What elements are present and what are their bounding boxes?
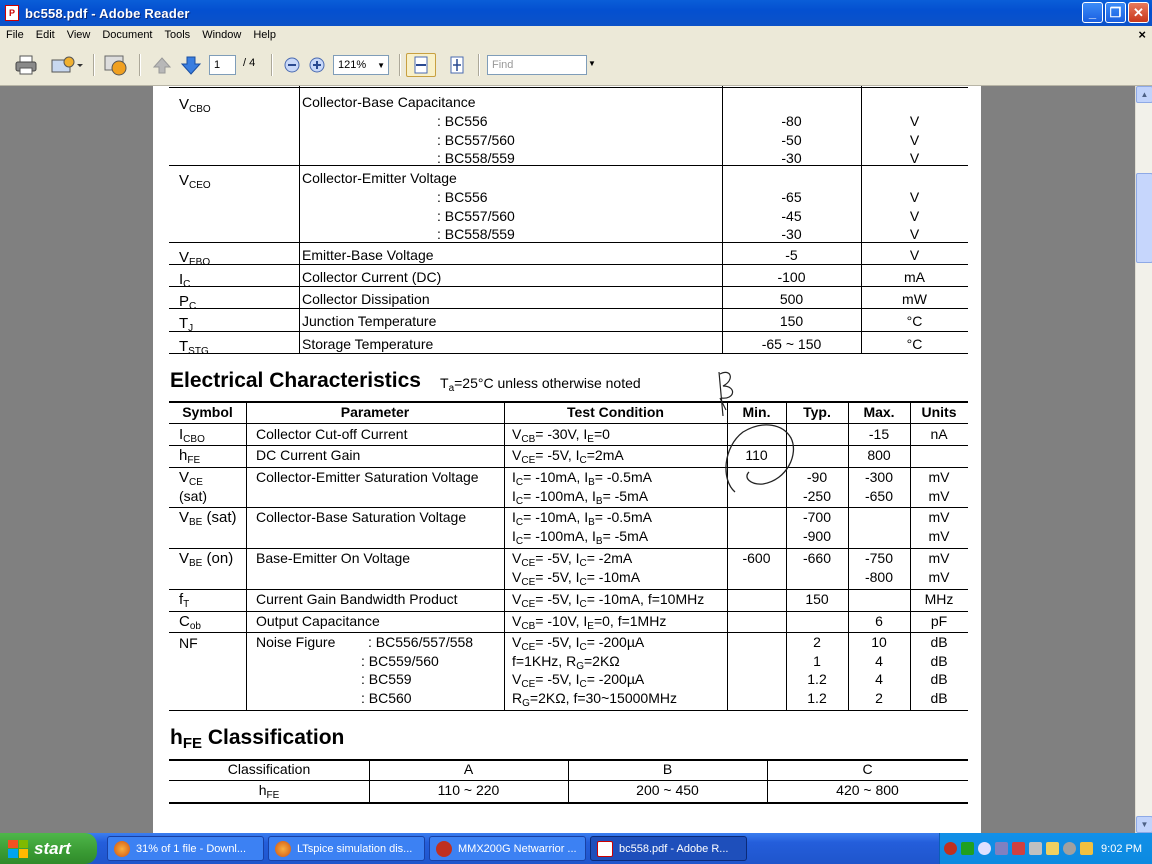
minimize-button[interactable]: _ [1082, 2, 1103, 23]
max-value: 4 [875, 671, 883, 687]
test-condition: $I_C= -100mA$, $I_B= -5mA$ [512, 487, 649, 507]
test-condition: $I_C= -100mA$, $I_B= -5mA$ [512, 527, 649, 547]
parameter: Collector-Base Capacitance [302, 94, 476, 110]
unit: °C [906, 313, 923, 329]
unit: V [909, 113, 920, 129]
test-condition: $I_C= -10mA$, $I_B= -0.5mA$ [512, 469, 652, 488]
symbol: $T_{STG}$ [179, 338, 209, 357]
value: 150 [779, 313, 804, 329]
column-header: Min. [742, 404, 771, 420]
class-range: 110 ~ 220 [437, 782, 500, 798]
min-value: 110 [745, 447, 768, 463]
max-value: 4 [875, 652, 883, 669]
row-divider [169, 353, 968, 354]
column-divider [910, 401, 911, 710]
zoom-in-icon [309, 57, 325, 73]
menu-bar [0, 26, 1152, 44]
unit: V [909, 247, 920, 263]
value: -80 [781, 113, 802, 129]
typ-value: -90 [806, 469, 828, 485]
value: -5 [785, 247, 798, 263]
symbol: $V_{BE}$ (sat) [179, 509, 237, 528]
typ-value: 1.2 [807, 689, 827, 706]
fit-page-button[interactable] [443, 53, 471, 77]
find-input[interactable]: Find [487, 55, 587, 75]
unit: mV [928, 509, 950, 525]
column-header: Units [921, 404, 957, 420]
parameter: Output Capacitance [256, 613, 380, 629]
variant-label: : BC556/557/558 [368, 634, 474, 650]
zoom-value: 121% [338, 59, 367, 71]
scroll-thumb[interactable] [1136, 173, 1152, 263]
parameter: Current Gain Bandwidth Product [256, 591, 458, 607]
symbol: $T_J$ [179, 315, 194, 334]
fit-page-icon [447, 55, 467, 75]
condition-note: $T_a=25^\circ C$ unless otherwise noted [440, 375, 641, 394]
value: 500 [779, 291, 804, 307]
column-header: Typ. [803, 404, 831, 420]
previous-page-button[interactable] [150, 53, 174, 77]
unit: mV [928, 527, 950, 544]
start-label: start [34, 838, 71, 858]
test-condition: f=1KHz, $R_G=2K\Omega$ [512, 652, 620, 672]
column-header: Test Condition [567, 404, 664, 420]
class-range: 420 ~ 800 [836, 782, 899, 798]
title-bar [0, 0, 1152, 26]
parameter: Noise Figure [256, 634, 336, 650]
column-divider [767, 759, 768, 802]
table-border [169, 87, 968, 88]
task-adobe-reader[interactable] [590, 836, 747, 861]
value: -30 [781, 226, 802, 242]
start-button[interactable] [0, 833, 97, 864]
unit: mV [928, 487, 950, 504]
windows-logo-icon [8, 840, 28, 858]
handwritten-annotation [713, 372, 803, 482]
green-tray-icon[interactable] [961, 842, 974, 855]
menu-view[interactable]: View [66, 29, 91, 41]
symbol: $I_{CBO}$ [179, 426, 205, 445]
parameter: Collector Dissipation [302, 291, 430, 307]
unit: pF [930, 613, 948, 629]
arrow-up-icon [152, 55, 172, 75]
typ-value: -250 [802, 487, 832, 504]
column-divider [568, 759, 569, 802]
monitor-tray-icon[interactable] [1029, 842, 1042, 855]
row-divider [169, 264, 968, 265]
variant-label: : BC557/560 [437, 131, 515, 148]
symbol: $P_C$ [179, 293, 197, 312]
value: -65 ~ 150 [761, 336, 822, 352]
email-button[interactable] [49, 53, 85, 77]
column-header: A [463, 761, 474, 777]
mm-icon [436, 841, 452, 857]
scroll-down-icon[interactable]: ▼ [1136, 816, 1152, 833]
max-value: 2 [875, 689, 883, 706]
parameter: Base-Emitter On Voltage [256, 550, 411, 566]
arrow-down-icon [180, 54, 202, 76]
symbol: $C_{ob}$ [179, 613, 201, 632]
variant-label: : BC559/560 [361, 652, 439, 669]
parameter: DC Current Gain [256, 447, 361, 463]
unit: MHz [924, 591, 954, 607]
task-mmx200g[interactable] [429, 836, 586, 861]
column-divider [722, 86, 723, 353]
close-button[interactable]: ✕ [1128, 2, 1149, 23]
symbol: $h_{FE}$ [179, 447, 201, 466]
table-border [169, 802, 968, 804]
column-header: Max. [863, 404, 895, 420]
class-range: 200 ~ 450 [636, 782, 699, 798]
unit: dB [930, 689, 948, 706]
restore-button[interactable]: ❐ [1105, 2, 1126, 23]
row-divider [169, 308, 968, 309]
max-value: -650 [864, 487, 894, 504]
typ-value: -900 [802, 527, 832, 544]
unit: mV [928, 568, 950, 585]
typ-value: 1 [813, 652, 821, 669]
display-tray-icon[interactable] [995, 842, 1008, 855]
zoom-out-icon [284, 57, 300, 73]
firefox-icon [114, 841, 130, 857]
parameter: Storage Temperature [302, 336, 434, 352]
variant-label: : BC557/560 [437, 207, 515, 224]
pdf-icon [597, 841, 613, 857]
task-label: bc558.pdf - Adobe R... [619, 842, 729, 855]
column-divider [246, 401, 247, 710]
taskbar [0, 833, 1152, 864]
toolbar [0, 44, 1152, 86]
value: -45 [781, 207, 802, 224]
symbol: $f_T$ [179, 591, 190, 610]
unit: mA [904, 269, 925, 285]
next-page-button[interactable] [178, 53, 204, 77]
test-condition: $R_G=2K\Omega$, f=30~15000MHz [512, 689, 677, 709]
page-number-input[interactable]: 1 [209, 55, 236, 75]
parameter: Collector-Emitter Voltage [302, 170, 457, 186]
value: -65 [781, 189, 802, 205]
vertical-scrollbar[interactable] [1135, 86, 1152, 833]
unit: V [909, 207, 920, 224]
unit: V [909, 226, 920, 242]
test-condition: $V_{CE}= -5V$, $I_C= -200\mu A$ [512, 671, 645, 690]
zoom-select[interactable] [333, 55, 389, 75]
find-dropdown-icon[interactable]: ▼ [588, 59, 596, 68]
task-label: MMX200G Netwarrior ... [458, 842, 577, 855]
unit: dB [930, 652, 948, 669]
row-divider [169, 165, 968, 166]
menu-tools[interactable]: Tools [164, 29, 191, 41]
max-value: -800 [864, 568, 894, 585]
parameter: Junction Temperature [302, 313, 437, 329]
menu-edit[interactable]: Edit [35, 29, 55, 41]
variant-label: : BC560 [361, 689, 412, 706]
typ-value: -660 [802, 550, 832, 566]
parameter: Collector-Emitter Saturation Voltage [256, 469, 479, 485]
column-header: Classification [227, 761, 311, 777]
window-title: bc558.pdf - Adobe Reader [25, 5, 190, 21]
value: -50 [781, 131, 802, 148]
test-condition: $V_{CB}= -10V$, $I_E=0$, f=1MHz [512, 613, 667, 632]
section-heading: Electrical Characteristics [170, 369, 421, 392]
close-document-icon[interactable]: × [1138, 27, 1146, 42]
symbol: $V_{CEO}$ [179, 172, 211, 191]
variant-label: : BC556 [437, 189, 488, 205]
unit: dB [930, 671, 948, 687]
typ-value: 2 [813, 634, 821, 650]
symbol: $V_{CE}$ [179, 469, 203, 488]
variant-label: : BC556 [437, 113, 488, 129]
parameter: Collector Cut-off Current [256, 426, 408, 442]
column-divider [848, 401, 849, 710]
variant-label: : BC558/559 [437, 226, 515, 242]
typ-value: 1.2 [807, 671, 827, 687]
max-value: -750 [864, 550, 894, 566]
max-value: 6 [875, 613, 883, 629]
fit-width-icon [411, 55, 431, 75]
symbol-suffix: (sat) [179, 488, 207, 504]
unit: V [909, 189, 920, 205]
test-condition: $I_C= -10mA$, $I_B= -0.5mA$ [512, 509, 652, 528]
firefox-icon [275, 841, 291, 857]
zoom-in-button[interactable] [307, 53, 327, 77]
unit: mV [928, 550, 950, 566]
symbol: $V_{CBO}$ [179, 96, 211, 115]
unit: V [909, 150, 920, 166]
column-divider [504, 401, 505, 710]
symbol: NF [179, 635, 198, 651]
row-divider [169, 286, 968, 287]
security-tray-icon[interactable] [1012, 842, 1025, 855]
column-header: B [662, 761, 673, 777]
typ-value: -700 [802, 509, 832, 525]
parameter: Emitter-Base Voltage [302, 247, 434, 263]
symbol: $V_{BE}$ (on) [179, 550, 234, 569]
max-value: -300 [864, 469, 894, 485]
test-condition: $V_{CE}= -5V$, $I_C= -2mA$ [512, 550, 633, 569]
email-icon [50, 54, 84, 76]
row-divider [169, 710, 968, 711]
min-value: -600 [742, 550, 771, 566]
column-divider [861, 86, 862, 353]
variant-label: : BC558/559 [437, 150, 515, 166]
menu-help[interactable]: Help [253, 29, 276, 41]
zoom-out-button[interactable] [282, 53, 302, 77]
max-value: -15 [868, 426, 890, 442]
row-label: $h_{FE}$ [258, 782, 280, 801]
unit: mW [902, 291, 927, 307]
unit: mV [928, 469, 950, 485]
value: -30 [781, 150, 802, 166]
volume-icon[interactable] [1046, 842, 1059, 855]
tray-icon[interactable] [1063, 842, 1076, 855]
power-icon[interactable] [1080, 842, 1093, 855]
clock: 9:02 PM [1101, 842, 1142, 855]
pdf-icon: P [5, 5, 19, 21]
row-divider [169, 242, 968, 243]
test-condition: $V_{CE}= -5V$, $I_C=2mA$ [512, 447, 624, 466]
test-condition: $V_{CB}= -30V$, $I_E=0$ [512, 426, 610, 445]
column-divider [299, 86, 300, 353]
typ-value: 150 [805, 591, 829, 607]
variant-label: : BC559 [361, 671, 412, 687]
system-tray [939, 833, 1152, 864]
unit: dB [930, 634, 948, 650]
max-value: 800 [867, 447, 891, 463]
column-header: C [862, 761, 873, 777]
menu-file[interactable]: File [6, 29, 24, 41]
pdf-page [153, 86, 981, 833]
row-divider [169, 331, 968, 332]
column-divider [369, 759, 370, 802]
symbol: $I_C$ [179, 271, 191, 290]
hfe-heading: hFE Classification [170, 726, 345, 752]
symbol: $V_{EBO}$ [179, 249, 211, 268]
chevron-down-icon: ▼ [377, 60, 385, 70]
parameter: Collector Current (DC) [302, 269, 442, 285]
task-download[interactable] [107, 836, 264, 861]
menu-window[interactable]: Window [202, 29, 242, 41]
test-condition: $V_{CE}= -5V$, $I_C= -200\mu A$ [512, 634, 645, 653]
task-label: LTspice simulation dis... [297, 842, 413, 855]
scroll-up-icon[interactable]: ▲ [1136, 86, 1152, 103]
task-label: 31% of 1 file - Downl... [136, 842, 247, 855]
test-condition: $V_{CE}= -5V$, $I_C= -10mA$ [512, 568, 641, 588]
unit: °C [906, 336, 923, 352]
max-value: 10 [871, 634, 887, 650]
parameter: Collector-Base Saturation Voltage [256, 509, 467, 525]
unit: V [909, 131, 920, 148]
document-area[interactable] [0, 86, 1135, 833]
mm-tray-icon[interactable] [944, 842, 957, 855]
collaborate-icon [102, 53, 130, 77]
collaborate-button[interactable] [101, 53, 131, 77]
value: -100 [777, 269, 806, 285]
print-icon [14, 54, 38, 76]
column-header: Parameter [340, 404, 410, 420]
test-condition: $V_{CE}= -5V$, $I_C= -10mA$, f=10MHz [512, 591, 705, 610]
task-ltspice[interactable] [268, 836, 425, 861]
print-button[interactable] [12, 53, 40, 77]
fit-width-button[interactable] [406, 53, 436, 77]
page-total: / 4 [243, 57, 256, 69]
network-tray-icon[interactable] [978, 842, 991, 855]
unit: nA [930, 426, 948, 442]
menu-document[interactable]: Document [102, 29, 153, 41]
column-header: Symbol [182, 404, 233, 420]
